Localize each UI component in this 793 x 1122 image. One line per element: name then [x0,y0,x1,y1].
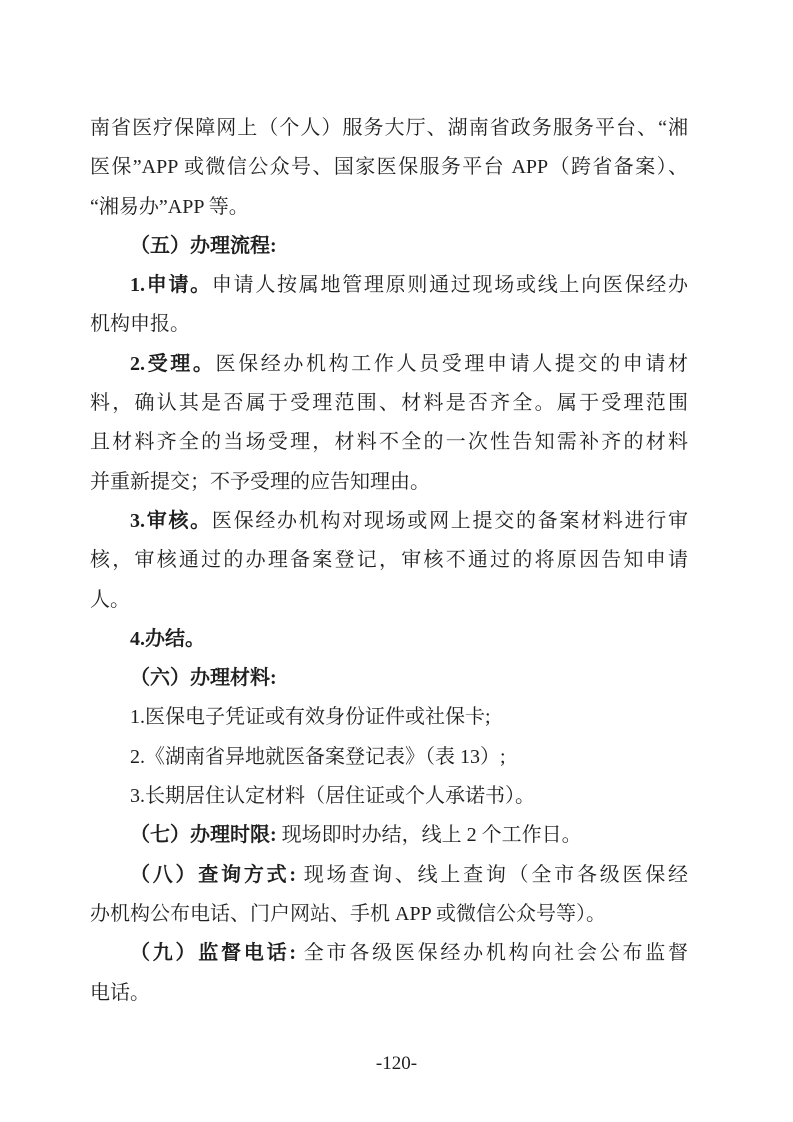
step-review-line [90,541,688,580]
line-text: 机构申报。 [90,313,190,336]
step-review-line [90,581,688,620]
body-text-line [90,109,688,148]
line-text: 料，确认其是否属于受理范围、材料是否齐全。属于受理范围 [90,392,688,415]
heading-label: （五）办理流程: [130,234,277,257]
section-query-line [90,895,688,934]
line-text: 医保经办机构对现场或网上提交的备案材料进行审 [211,509,689,532]
body-text-line [90,148,688,187]
line-text: 医保经办机构工作人员受理申请人提交的申请材 [215,352,688,375]
heading-label: （七）办理时限: [130,824,277,847]
heading-label: （九）监督电话: [130,942,297,965]
section-supervision-line [90,974,688,1013]
line-text: 电话。 [90,981,150,1004]
step-review-line [90,502,688,541]
step-accept-line [90,423,688,462]
step-label: 1.申请。 [130,274,212,297]
section-heading-time-limit [90,816,688,855]
step-label: 3.审核。 [130,509,212,532]
material-item [90,777,688,816]
heading-label: （六）办理材料: [130,667,277,690]
line-text: 办机构公布电话、门户网站、手机 APP 或微信公众号等）。 [90,902,606,925]
line-text: 3.长期居住认定材料（居住证或个人承诺书）。 [130,785,535,808]
line-text: 南省医疗保障网上（个人）服务大厅、湖南省政务服务平台、“湘 [90,117,688,139]
section-heading-query-line [90,856,688,895]
section-heading-materials [90,659,688,698]
line-text: 医保”APP 或微信公众号、国家医保服务平台 APP（跨省备案）、 [90,156,688,179]
step-label: 2.受理。 [130,352,216,375]
line-text: 1.医保电子凭证或有效身份证件或社保卡; [130,706,491,729]
line-text: 且材料齐全的当场受理，材料不全的一次性告知需补齐的材料 [90,431,688,454]
line-text: 现场查询、线上查询（全市各级医保经 [296,863,688,886]
step-apply-line [90,305,688,344]
line-text: 2.《湖南省异地就医备案登记表》（表 13）; [130,745,506,768]
step-accept-line [90,463,688,502]
section-heading-process [90,227,688,266]
step-accept-line [90,345,688,384]
step-accept-line [90,384,688,423]
line-text: 全市各级医保经办机构向社会公布监督 [296,942,688,965]
material-item [90,738,688,777]
material-item [90,698,688,737]
line-text: 人。 [90,588,130,611]
line-text: 申请人按属地管理原则通过现场或线上向医保经办 [211,274,689,297]
line-text: 并重新提交；不予受理的应告知理由。 [90,470,430,493]
section-heading-supervision-line [90,934,688,973]
line-text: 核，审核通过的办理备案登记，审核不通过的将原因告知申请 [90,549,688,572]
line-text: 现场即时办结，线上 2 个工作日。 [276,824,582,847]
line-text: “湘易办”APP 等。 [90,195,249,218]
step-apply-line [90,266,688,305]
heading-label: （八）查询方式: [130,863,297,886]
document-body [90,109,688,1013]
step-complete-line [90,620,688,659]
page-number: -120- [375,1053,418,1074]
step-label: 4.办结。 [130,627,205,650]
body-text-line [90,188,688,227]
